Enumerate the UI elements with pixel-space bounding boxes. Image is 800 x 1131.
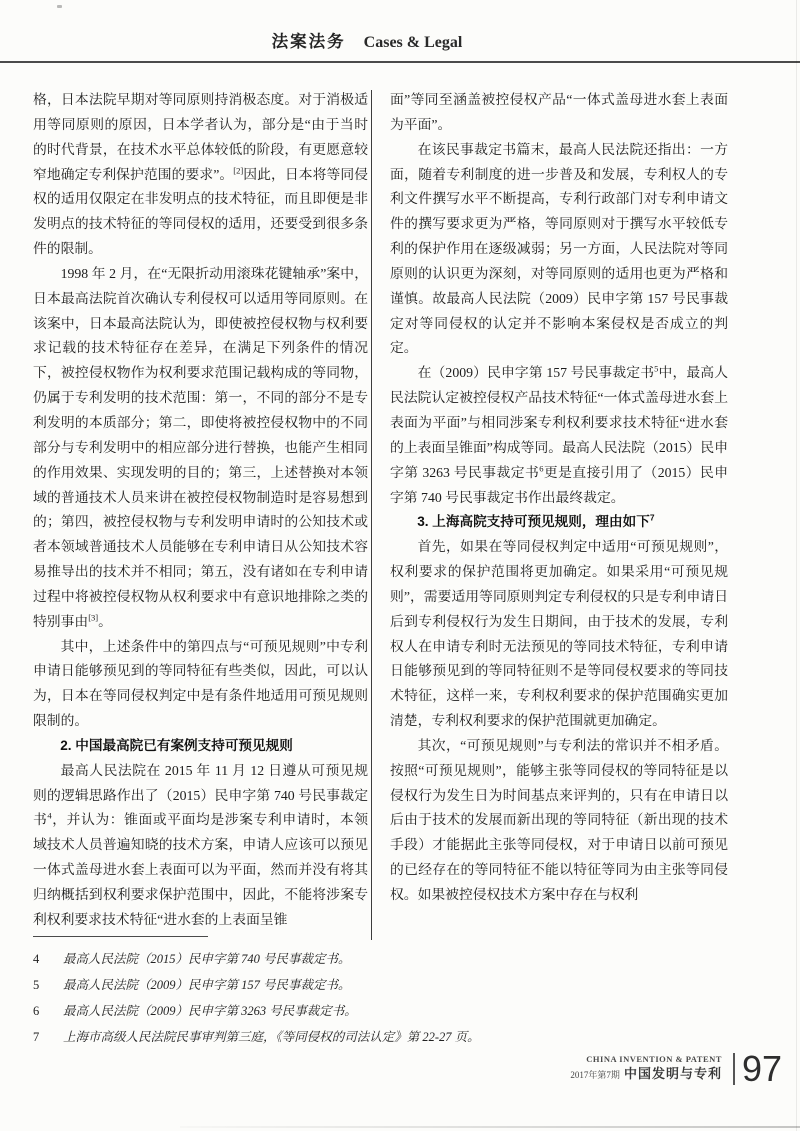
footnote-text: 最高人民法院（2009）民申字第 3263 号民事裁定书。 <box>63 1004 357 1018</box>
page-header <box>0 28 800 52</box>
paragraph: 其次，“可预见规则”与专利法的常识并不相矛盾。按照“可预见规则”，能够主张等同侵权的等同特征是以侵权行为发生日为时间基点来评判的，只有在申请日以后由于技术的发展而新出现的等同特征（新出现的技术手段）才能据此主张等同侵权，对于申请日以前可预见的已经存在的等同特征不能以特征等同为由主张等同侵权。如果被控侵权技术方案中存在与权利 <box>390 737 728 902</box>
article-body <box>33 88 730 940</box>
footnote-number: 4 <box>33 952 40 966</box>
paragraph: 1998 年 2 月，在“无限折动用滚珠花键轴承”案中，日本最高法院首次确认专利侵权可以适用等同原则。在该案中，日本最高法院认为，即使被控侵权物与权利要求记载的技术特征存在差异，在满足下列条件的情况下，被控侵权物作为权利要求范围记载构成的等同物，仍属于专利发明的技术范围：第一，不同的部分不是专利发明的本质部分；第二，即使将被控侵权物中的不同部分与专利发明中的相应部分进行替换，也能产生相同的作用效果、实现发明的目的；第三，上述替换对本领域的普通技术人员来讲在被控侵权物制造时是容易想到的；第四，被控侵权物与专利发明申请时的公知技术或者本领域普通技术人员能够在专利申请日从公知技术容易推导出的技术并不相同；第五，没有诸如在专利申请过程中将被控侵权物从权利要求中有意识地排除之类的特别事由[3]。 <box>33 265 368 629</box>
section-title-en: Cases & Legal <box>363 34 463 51</box>
paragraph: 在该民事裁定书篇末，最高人民法院还指出：一方面，随着专利制度的进一步普及和发展，专利权人的专利文件撰写水平不断提高，专利行政部门对专利申请文件的撰写要求更为严格，等同原则对于撰写水平较低专利的保护作用在逐级减弱；另一方面，人民法院对等同原则的认识更为深刻，对等同原则的适用也更为严格和谨慎。故最高人民法院（2009）民申字第 157 号民事裁定对等同侵权的认定并不影响本案侵权是否成立的判定。 <box>390 141 728 356</box>
footnote-item <box>33 1024 553 1050</box>
footnote-item <box>33 998 553 1024</box>
scan-artifact-bottom-edge <box>180 1126 800 1128</box>
left-column <box>33 88 368 940</box>
footnote-text: 上海市高级人民法院民事审判第三庭，《等同侵权的司法认定》第 22-27 页。 <box>63 1030 480 1044</box>
section-title-cn: 法案法务 <box>271 33 346 51</box>
section-heading: 2. 中国最高院已有案例支持可预见规则 <box>60 737 293 753</box>
page-footer <box>570 1048 782 1089</box>
footnotes <box>33 936 553 1050</box>
paragraph: 最高人民法院在 2015 年 11 月 12 日遵从可预见规则的逻辑思路作出了（2015）民申字第 740 号民事裁定书$^4$，并认为：锥面或平面均是涉案专利申请时，本领域技术人员普遍知晓的技术方案，申请人应该可以预见一体式盖母进水套上表面可以为平面，然而并没有将其归纳概括到权利要求保护范围中，因此，不能将涉案专利权利要求技术特征“进水套的上表面呈锥 <box>33 762 368 927</box>
header-rule <box>0 61 800 63</box>
footer-divider <box>733 1053 735 1085</box>
section-heading: 3. 上海高院支持可预见规则，理由如下$^7$ <box>417 512 655 530</box>
footnote-separator <box>33 936 208 937</box>
paragraph: 首先，如果在等同侵权判定中适用“可预见规则”，权利要求的保护范围将更加确定。如果采用“可预见规则”，需要适用等同原则判定专利侵权的只是专利申请日后到专利侵权行为发生日期间，由于技术的发展，专利权人在申请专利时无法预见的等同技术特征，专利申请日能够预见到的等同特征则不是等同侵权要求的等同技术特征，这样一来，专利权利要求的保护范围确实更加清楚，专利权利要求的保护范围就更加确定。 <box>390 539 728 729</box>
footnote-number: 5 <box>33 978 40 992</box>
journal-name-en: CHINA INVENTION & PATENT <box>586 1053 722 1064</box>
column-divider <box>371 90 372 940</box>
footnote-text: 最高人民法院（2015）民申字第 740 号民事裁定书。 <box>63 952 351 966</box>
paragraph: 在（2009）民申字第 157 号民事裁定书$^5$中，最高人民法院认定被控侵权产品技术特征“一体式盖母进水套上表面为平面”与相同涉案专利权利要求技术特征“进水套的上表面呈锥面”构成等同。最高人民法院（2015）民申字第 3263 号民事裁定书$^6$更是直接引用了（2015）民申字第 740 号民事裁定书作出最终裁定。 <box>390 363 728 505</box>
journal-issue: 2017年第7期 <box>570 1070 620 1081</box>
paragraph: 格，日本法院早期对等同原则持消极态度。对于消极适用等同原则的原因，日本学者认为，部分是“由于当时的时代背景，在技术水平总体较低的阶段，有更愿意较窄地确定专利保护范围的要求”。[2]因此，日本将等同侵权的适用仅限定在非发明点的技术特征，而且即便是非发明点的技术特征的等同侵权的适用，还要受到很多条件的限制。 <box>33 92 368 257</box>
footnote-number: 7 <box>33 1030 40 1044</box>
footnote-item <box>33 946 553 972</box>
right-column <box>390 88 728 940</box>
journal-name-cn: 中国发明与专利 <box>623 1066 722 1082</box>
scan-artifact-speck <box>57 5 62 8</box>
footnote-text: 最高人民法院（2009）民申字第 157 号民事裁定书。 <box>63 978 351 992</box>
journal-imprint <box>570 1054 722 1085</box>
footnote-item <box>33 972 553 998</box>
journal-name-cn-line <box>570 1064 722 1084</box>
paragraph: 面”等同至涵盖被控侵权产品“一体式盖母进水套上表面为平面”。 <box>390 92 728 132</box>
scan-artifact-right-edge <box>796 0 797 1131</box>
page-number: 97 <box>741 1048 782 1089</box>
paragraph: 其中，上述条件中的第四点与“可预见规则”中专利申请日能够预见到的等同特征有些类似，因此，可以认为，日本在等同侵权判定中是有条件地适用可预见规则限制的。 <box>33 638 368 729</box>
footnote-number: 6 <box>33 1004 40 1018</box>
